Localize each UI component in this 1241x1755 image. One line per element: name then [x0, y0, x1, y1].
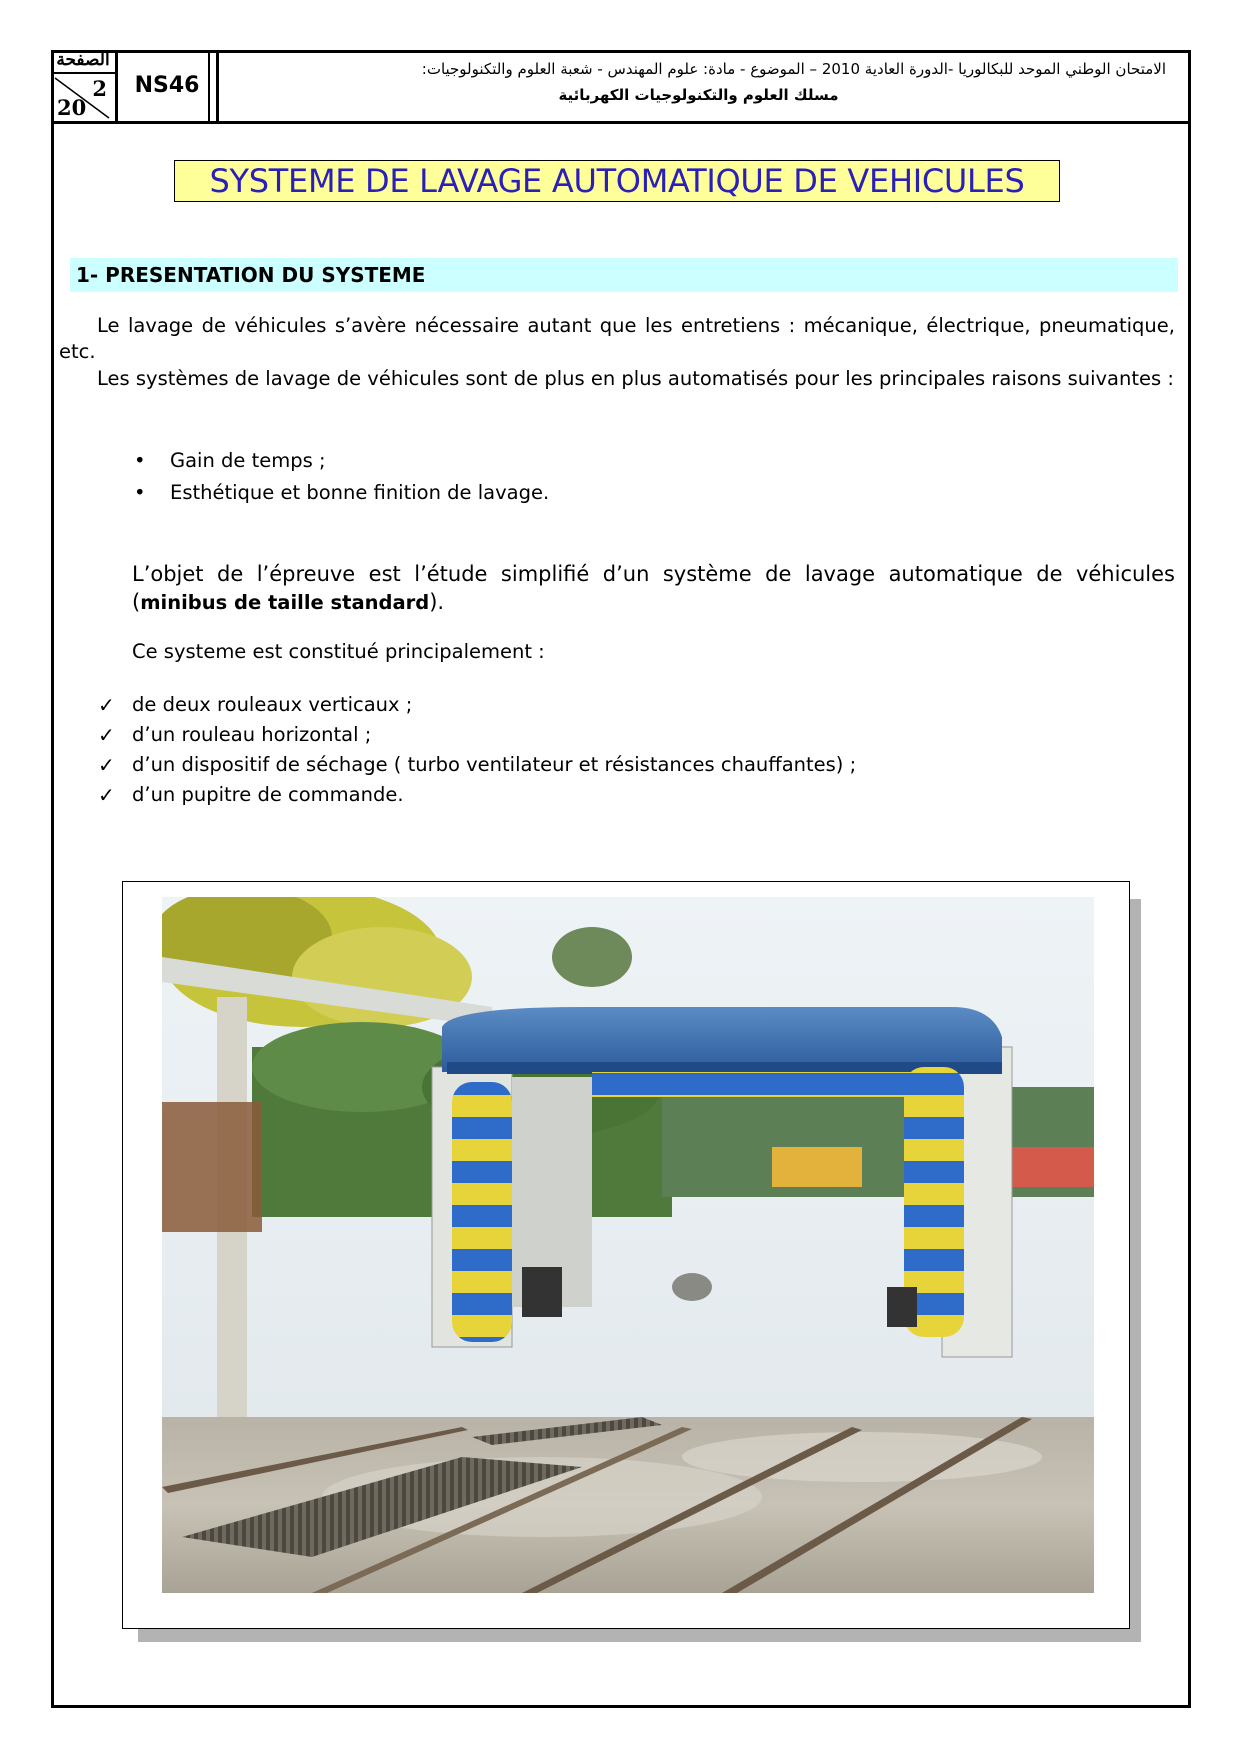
components-list	[95, 690, 856, 810]
paragraph-1-text: Le lavage de véhicules s’avère nécessaire autant que les entretiens : mécanique, électrique, pneumatique, etc.	[59, 314, 1175, 363]
objet-text: L’objet de l’épreuve est l’étude simplifié d’un système de lavage automatique de véhicules (	[132, 562, 1175, 614]
checkmark-icon: ✓	[98, 723, 115, 747]
list-item	[95, 780, 856, 810]
list-item-text: Esthétique et bonne finition de lavage.	[170, 481, 550, 504]
car-wash-photo	[162, 897, 1094, 1593]
list-item-text: Gain de temps ;	[170, 449, 326, 472]
page-number: 2	[92, 76, 107, 101]
list-item-text: de deux rouleaux verticaux ;	[132, 693, 413, 716]
bullet-dot-icon: •	[134, 481, 146, 504]
checkmark-icon: ✓	[98, 693, 115, 717]
objet-paragraph	[132, 560, 1175, 617]
list-item	[95, 750, 856, 780]
objet-bold-text: minibus de taille standard	[140, 591, 430, 614]
page-total: 20	[57, 95, 87, 120]
page-label: الصفحة	[51, 50, 115, 74]
exam-title-line2: مسلك العلوم والتكنولوجيات الكهربائية	[558, 86, 839, 104]
paragraph-2-text: Les systèmes de lavage de véhicules sont de plus en plus automatisés pour les principales raisons suivantes :	[97, 367, 1174, 390]
checkmark-icon: ✓	[98, 783, 115, 807]
list-item	[130, 477, 549, 509]
objet-end-text: ).	[429, 590, 445, 614]
bullet-dot-icon: •	[134, 449, 146, 472]
document-title: SYSTEME DE LAVAGE AUTOMATIQUE DE VEHICULES	[174, 160, 1060, 202]
exam-title-line1: الامتحان الوطني الموحد للبكالوريا -الدورة العادية 2010 – الموضوع - مادة: علوم المهندس - شعبة العلوم والتكنولوجيات:	[421, 60, 1166, 78]
list-item-text: d’un dispositif de séchage ( turbo ventilateur et résistances chauffantes) ;	[132, 753, 857, 776]
exam-header	[51, 50, 1191, 124]
paragraph-1	[59, 313, 1175, 365]
list-item	[95, 720, 856, 750]
checkmark-icon: ✓	[98, 753, 115, 777]
page-fraction	[51, 74, 115, 120]
list-item-text: d’un rouleau horizontal ;	[132, 723, 372, 746]
reasons-list	[130, 445, 549, 509]
list-item	[130, 445, 549, 477]
car-wash-illustration	[162, 897, 1094, 1593]
exam-code: NS46	[118, 50, 219, 121]
section-heading-presentation: 1- PRESENTATION DU SYSTEME	[70, 258, 1178, 292]
page-number-box	[51, 50, 118, 121]
exam-title	[221, 52, 1176, 121]
list-item	[95, 690, 856, 720]
paragraph-2	[59, 366, 1175, 392]
list-item-text: d’un pupitre de commande.	[132, 783, 404, 806]
constitue-intro: Ce systeme est constitué principalement :	[132, 640, 545, 663]
